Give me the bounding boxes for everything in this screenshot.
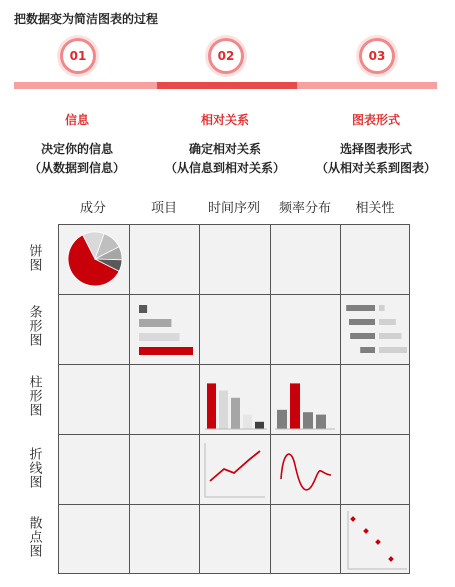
histogram-mark [290,383,300,429]
frequency-curve-series [281,454,331,490]
row-header-label: 散点图 [26,516,42,558]
bar-chart-icon [137,301,197,361]
row-header-pie [24,244,44,276]
step-badge-2: 02 [208,38,244,74]
column-mark [207,383,216,429]
row-header-line [24,447,44,493]
scatter-point [350,516,356,522]
scatter-point [363,528,369,534]
paired-bar-left [346,305,375,311]
step-desc-line-1: 确定相对关系 [188,142,261,156]
row-header-bar [24,305,44,351]
grid-line [59,294,409,295]
grid-line [59,434,409,435]
column-mark [231,398,240,429]
histogram-mark [303,412,313,429]
row-header-label: 条形图 [26,305,42,347]
row-header-scatter [24,516,44,562]
line-chart-series [210,451,260,481]
paired-bar-left [349,319,375,325]
histogram-mark [277,410,287,429]
page-title: 把数据变为简洁图表的过程 [14,12,159,26]
step-desc-line-2: （从数据到信息） [28,161,125,175]
grid-line [59,504,409,505]
grid-line [270,225,271,573]
frequency-curve-icon [273,439,337,499]
histogram-chart-icon [273,375,337,431]
scatter-chart-icon [345,509,407,571]
pie-chart-icon [65,229,125,289]
grid-line [129,225,130,573]
step-desc-line-2: （从相对关系到图表） [315,161,436,175]
progress-segment-3 [297,82,437,89]
line-chart-icon [202,439,266,499]
step-badge-1: 01 [60,38,96,74]
bar-mark [139,305,147,313]
step-badge-3: 03 [359,38,395,74]
scatter-point [388,556,394,562]
histogram-mark [316,415,326,429]
line-chart-axis [205,443,265,497]
bar-mark [139,347,193,355]
grid-line [59,364,409,365]
step-desc-3 [296,140,455,178]
column-mark [255,422,264,429]
step-desc-line-1: 决定你的信息 [40,142,113,156]
paired-bar-right [379,319,396,325]
paired-bar-left [360,347,375,353]
row-header-column [24,375,44,421]
column-chart-icon [203,375,267,431]
step-title-3: 图表形式 [351,113,400,127]
step-desc-1 [0,140,157,178]
step-desc-2 [145,140,305,178]
paired-bar-right [379,333,401,339]
step-title-1: 信息 [64,113,89,127]
scatter-point [375,539,381,545]
chart-type-matrix [58,224,410,574]
progress-segment-1 [14,82,157,89]
bar-mark [139,333,180,341]
column-header-correlation: 相关性 [355,201,395,216]
grid-line [340,225,341,573]
row-header-label: 折线图 [26,447,42,489]
step-desc-line-1: 选择图表形式 [339,142,412,156]
step-title-2: 相对关系 [200,113,249,127]
column-header-frequency: 频率分布 [278,201,331,216]
paired-bar-chart-icon [345,301,407,361]
step-desc-line-2: （从信息到相对关系） [164,161,285,175]
grid-line [199,225,200,573]
column-mark [219,391,228,429]
paired-bar-right [379,347,407,353]
column-mark [243,415,252,429]
column-header-time-series: 时间序列 [207,201,260,216]
row-header-label: 饼图 [26,244,42,272]
row-header-label: 柱形图 [26,375,42,417]
column-header-composition: 成分 [79,201,106,216]
paired-bar-right [379,305,385,311]
paired-bar-left [350,333,375,339]
column-header-item: 项目 [150,201,177,216]
progress-segment-2 [157,82,297,89]
bar-mark [139,319,171,327]
